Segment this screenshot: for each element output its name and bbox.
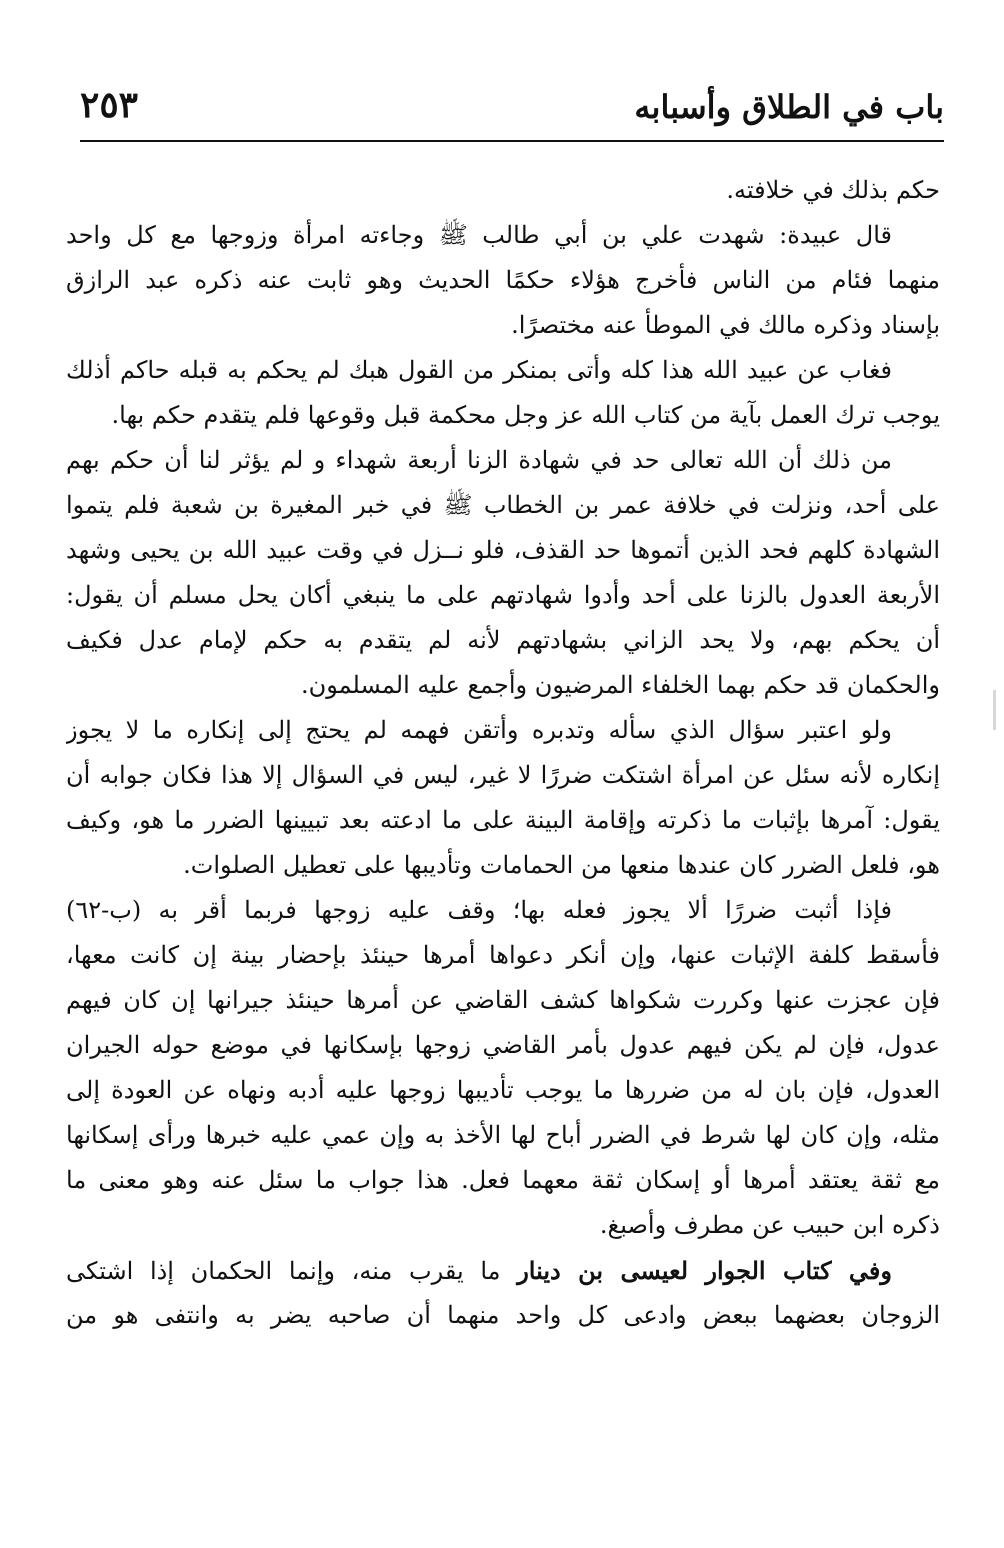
text-line: عدول، فإن لم يكن فيهم عدول بأمر القاضي زوجها بإسكانها في موضع حوله الجيران <box>66 1031 940 1059</box>
text-line: هو، فلعل الضرر كان عندها منعها من الحمامات وتأديبها على تعطيل الصلوات. <box>183 851 940 879</box>
text-line: منهما فئام من الناس فأخرج هؤلاء حكمًا الحديث وهو ثابت عنه ذكره عبد الرازق <box>66 266 940 294</box>
text-line: فغاب عن عبيد الله هذا كله وأتى بمنكر من القول هبك لم يحكم به قبله حاكم أذلك <box>66 356 892 384</box>
text-line: أن يحكم بهم، ولا يحد الزاني بشهادتهم لأنه لم يتقدم به حكم لإمام عدل فكيف <box>66 626 940 654</box>
text-line: العدول، فإن بان له من ضررها ما يوجب تأديبها زوجها عليه أدبه ونهاه عن العودة إلى <box>66 1076 940 1104</box>
text-line: الأربعة العدول بالزنا على أحد وأدوا شهادتهم على ما ينبغي أكان يحل مسلم أن يقول: <box>66 581 940 609</box>
page-number: ٢٥٣ <box>80 84 139 126</box>
text-line: على أحد، ونزلت في خلافة عمر بن الخطاب ﷺ في خبر المغيرة بن شعبة فلم يتموا <box>66 491 940 519</box>
text-line: قال عبيدة: شهدت علي بن أبي طالب ﷺ وجاءته امرأة وزوجها مع كل واحد <box>66 221 892 249</box>
text-line: إنكاره لأنه سئل عن امرأة اشتكت ضررًا لا غير، ليس في السؤال إلا هذا فكان جوابه أن <box>66 761 940 789</box>
text-line: يوجب ترك العمل بآية من كتاب الله عز وجل محكمة قبل وقوعها فلم يتقدم حكم بها. <box>111 401 940 429</box>
body-text <box>66 168 940 1338</box>
text-line <box>66 1248 940 1293</box>
header-rule <box>80 140 944 142</box>
text-line: ذكره ابن حبيب عن مطرف وأصبغ. <box>599 1211 940 1239</box>
text-line: مع ثقة يعتقد أمرها أو إسكان ثقة معهما فعل. هذا جواب ما سئل عنه وهو معنى ما <box>66 1166 940 1194</box>
scan-mark <box>993 690 996 730</box>
text-line: ولو اعتبر سؤال الذي سأله وتدبره وأتقن فهمه لم يحتج إلى إنكاره ما لا يجوز <box>66 716 892 744</box>
text-line: مثله، وإن كان لها شرط في الضرر أباح لها الأخذ به وإن عمي عليه خبرها ورأى إسكانها <box>66 1121 940 1149</box>
running-title: باب في الطلاق وأسبابه <box>634 88 944 126</box>
text-line: والحكمان قد حكم بهما الخلفاء المرضيون وأجمع عليه المسلمون. <box>301 671 940 699</box>
text-line: يقول: آمرها بإثبات ما ذكرته وإقامة البينة على ما ادعته بعد تبيينها الضرر ما هو، وكيف <box>66 806 940 834</box>
text-run: ما يقرب منه، وإنما الحكمان إذا اشتكى <box>66 1257 518 1285</box>
book-title-bold: وفي كتاب الجوار لعيسى بن دينار <box>517 1256 892 1285</box>
page-header <box>80 78 944 140</box>
text-line: فأسقط كلفة الإثبات عنها، وإن أنكر دعواها أمرها حينئذ بإحضار بينة إن كانت معها، <box>66 941 940 969</box>
text-line: من ذلك أن الله تعالى حد في شهادة الزنا أربعة شهداء و لم يؤثر لنا أن حكم بهم <box>66 446 892 474</box>
text-line: الزوجان بعضهما ببعض وادعى كل واحد منهما أن صاحبه يضر به وانتفى هو من <box>66 1301 940 1329</box>
text-line: فإذا أثبت ضررًا ألا يجوز فعله بها؛ وقف عليه زوجها فربما أقر به (ب-٦٢) <box>66 896 892 924</box>
text-line: بإسناد وذكره مالك في الموطأ عنه مختصرًا. <box>511 311 940 339</box>
text-line: الشهادة كلهم فحد الذين أتموها حد القذف، فلو نــزل في وقت عبيد الله بن يحيى وشهد <box>66 536 940 564</box>
text-line: حكم بذلك في خلافته. <box>726 176 940 204</box>
text-line: فإن عجزت عنها وكررت شكواها كشف القاضي عن أمرها حينئذ جيرانها إن كان فيهم <box>66 986 940 1014</box>
